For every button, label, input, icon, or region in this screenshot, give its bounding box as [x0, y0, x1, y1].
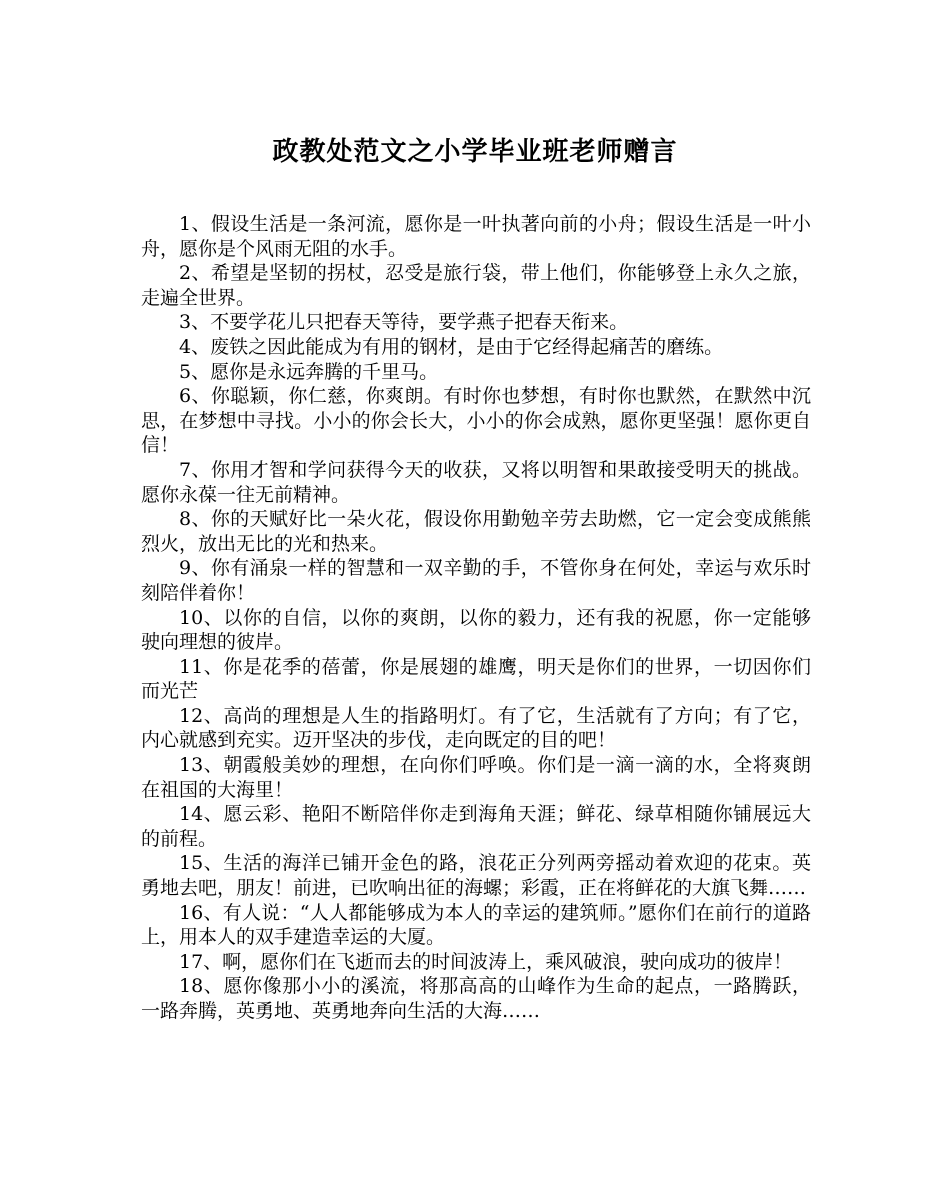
document-body: [141, 212, 811, 1024]
paragraph-1: 1、假设生活是一条河流，愿你是一叶执著向前的小舟；假设生活是一叶小舟，愿你是个风雨无阻的水手。: [141, 213, 811, 260]
paragraph-4: 4、废铁之因此能成为有用的钢材，是由于它经得起痛苦的磨练。: [179, 335, 724, 358]
paragraph-10: 10、以你的自信，以你的爽朗，以你的毅力，还有我的祝愿，你一定能够驶向理想的彼岸。: [141, 606, 811, 654]
paragraph-16: 16、有人说：“人人都能够成为本人的幸运的建筑师。”愿你们在前行的道路上，用本人的双手建造幸运的大厦。: [141, 901, 811, 949]
document-title: 政教处范文之小学毕业班老师赠言: [272, 137, 678, 167]
paragraph-14: 14、愿云彩、艳阳不断陪伴你走到海角天涯；鲜花、绿草相随你铺展远大的前程。: [141, 803, 811, 850]
paragraph-11: 11、你是花季的蓓蕾，你是展翅的雄鹰，明天是你们的世界，一切因你们而光芒: [141, 655, 811, 703]
paragraph-13: 13、朝霞般美妙的理想，在向你们呼唤。你们是一滴一滴的水，全将爽朗在祖国的大海里！: [141, 754, 811, 801]
paragraph-6: 6、你聪颖，你仁慈，你爽朗。有时你也梦想，有时你也默然，在默然中沉思，在梦想中寻找。小小的你会长大，小小的你会成熟，愿你更坚强！愿你更自信！: [141, 385, 811, 457]
paragraph-12: 12、高尚的理想是人生的指路明灯。有了它，生活就有了方向；有了它，内心就感到充实。迈开坚决的步伐，走向既定的目的吧！: [141, 704, 811, 752]
paragraph-7: 7、你用才智和学问获得今天的收获，又将以明智和果敢接受明天的挑战。愿你永葆一往无前精神。: [141, 458, 811, 506]
paragraph-17: 17、啊，愿你们在飞逝而去的时间波涛上，乘风破浪，驶向成功的彼岸！: [179, 950, 793, 973]
paragraph-9: 9、你有涌泉一样的智慧和一双辛勤的手，不管你身在何处，幸运与欢乐时刻陪伴着你！: [141, 557, 811, 604]
paragraph-5: 5、愿你是永远奔腾的千里马。: [179, 360, 439, 383]
paragraph-3: 3、不要学花儿只把春天等待，要学燕子把春天衔来。: [179, 311, 629, 334]
paragraph-18: 18、愿你像那小小的溪流，将那高高的山峰作为生命的起点，一路腾跃，一路奔腾，英勇地、英勇地奔向生活的大海……: [141, 975, 811, 1022]
paragraph-8: 8、你的天赋好比一朵火花，假设你用勤勉辛劳去助燃，它一定会变成熊熊烈火，放出无比的光和热来。: [141, 508, 811, 555]
paragraph-2: 2、希望是坚韧的拐杖，忍受是旅行袋，带上他们，你能够登上永久之旅，走遍全世界。: [141, 262, 811, 309]
paragraph-15: 15、生活的海洋已铺开金色的路，浪花正分列两旁摇动着欢迎的花束。英勇地去吧，朋友！前进，已吹响出征的海螺；彩霞，正在将鲜花的大旗飞舞……: [141, 852, 811, 900]
